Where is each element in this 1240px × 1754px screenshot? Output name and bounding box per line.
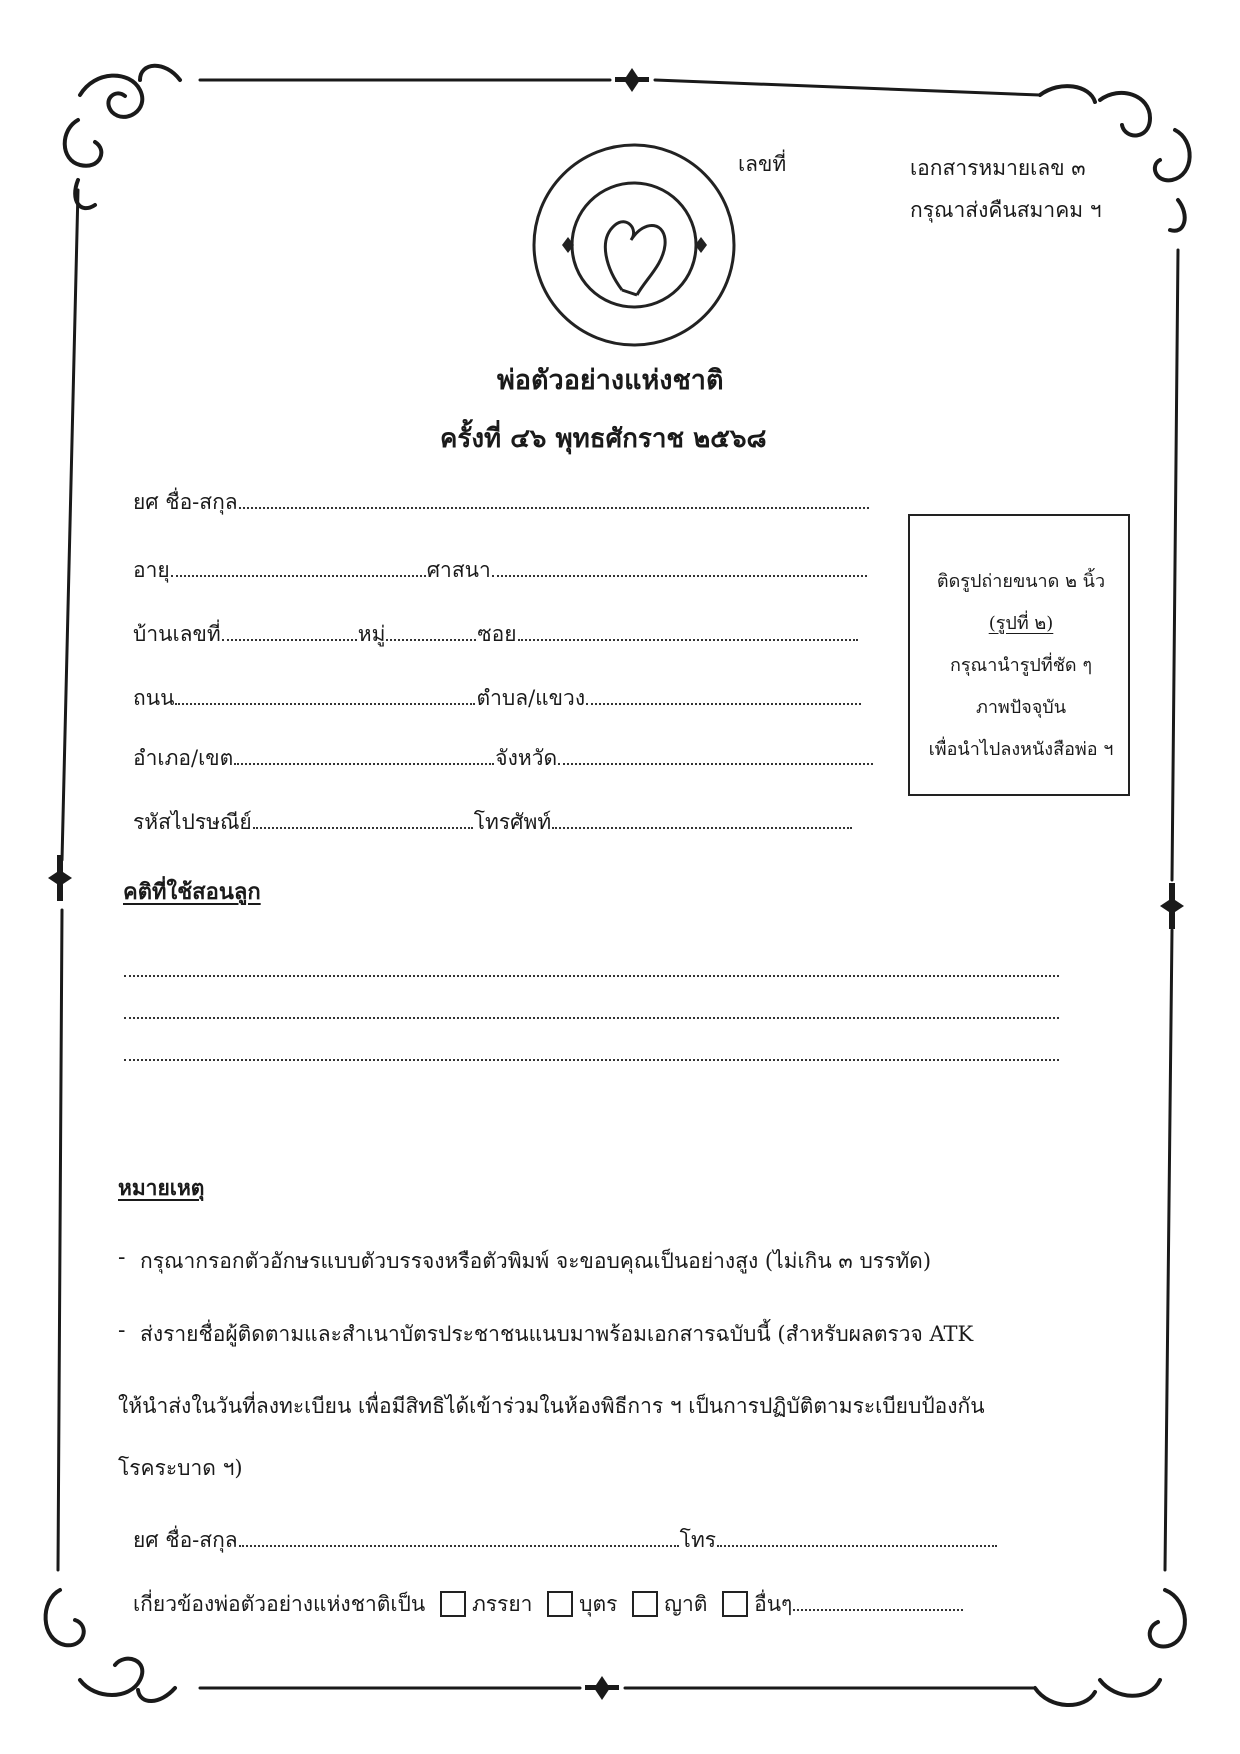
relation-label: เกี่ยวข้องพ่อตัวอย่างแห่งชาติเป็น	[133, 1592, 426, 1616]
house-number-field[interactable]	[222, 638, 357, 641]
photo-purpose-note: เพื่อนำไปลงหนังสือพ่อ ฯ	[928, 739, 1114, 760]
follower-name-label: ยศ ชื่อ-สกุล	[133, 1528, 238, 1552]
relative-option-label: ญาติ	[664, 1592, 708, 1616]
moo-field[interactable]	[386, 638, 476, 641]
number-label: เลขที่	[738, 152, 787, 176]
phone-field[interactable]	[552, 826, 852, 829]
follower-row	[133, 1524, 998, 1557]
form-row-name	[133, 486, 870, 519]
relative-checkbox[interactable]	[632, 1591, 658, 1617]
photo-placeholder-box	[908, 514, 1130, 796]
name-field[interactable]	[239, 506, 869, 509]
follower-phone-label: โทร	[679, 1528, 717, 1552]
notes-heading: หมายเหตุ	[118, 1175, 205, 1200]
age-field[interactable]	[171, 574, 426, 577]
document-number-label: เอกสารหมายเลข ๓	[910, 156, 1086, 180]
seal-text	[0, 0, 1, 1]
child-option-label: บุตร	[579, 1592, 618, 1616]
bullet-dash: -	[118, 1318, 126, 1343]
follower-phone-field[interactable]	[717, 1544, 997, 1547]
form-row-district	[133, 742, 874, 775]
page-title: พ่อตัวอย่างแห่งชาติ	[497, 365, 724, 396]
form-row-age	[133, 554, 868, 587]
subdistrict-label: ตำบล/แขวง	[476, 686, 586, 710]
road-field[interactable]	[175, 702, 475, 705]
district-label: อำเภอ/เขต	[133, 746, 234, 770]
note-item-2-line-1: ส่งรายชื่อผู้ติดตามและสำเนาบัตรประชาชนแนบมาพร้อมเอกสารฉบับนี้ (สำหรับผลตรวจ ATK	[140, 1322, 974, 1346]
photo-size-note: ติดรูปถ่ายขนาด ๒ นิ้ว	[936, 571, 1106, 592]
association-seal	[527, 140, 742, 350]
return-note: กรุณาส่งคืนสมาคม ฯ	[910, 198, 1102, 222]
note-item-2-line-3: โรคระบาด ฯ)	[118, 1456, 243, 1480]
note-item-1: กรุณากรอกตัวอักษรแบบตัวบรรจงหรือตัวพิมพ์ จะขอบคุณเป็นอย่างสูง (ไม่เกิน ๓ บรรทัด)	[140, 1249, 932, 1273]
province-label: จังหวัด	[495, 746, 558, 770]
follower-name-field[interactable]	[239, 1544, 679, 1547]
relation-row	[133, 1588, 964, 1621]
district-field[interactable]	[234, 762, 494, 765]
postcode-label: รหัสไปรษณีย์	[133, 810, 252, 834]
motto-line-1[interactable]	[123, 962, 1060, 981]
seal-icon	[527, 140, 742, 350]
house-number-label: บ้านเลขที่	[133, 622, 221, 646]
province-field[interactable]	[558, 762, 873, 765]
note-item-2-line-2: ให้นำส่งในวันที่ลงทะเบียน เพื่อมีสิทธิได้เข้าร่วมในห้องพิธีการ ฯ เป็นการปฏิบัติตามระเบียบป้องกัน	[118, 1394, 985, 1418]
religion-label: ศาสนา	[426, 558, 491, 582]
page-subtitle: ครั้งที่ ๔๖ พุทธศักราช ๒๕๖๘	[440, 424, 767, 454]
motto-line-3[interactable]	[123, 1046, 1060, 1065]
spouse-checkbox[interactable]	[440, 1591, 466, 1617]
soi-field[interactable]	[518, 638, 858, 641]
subdistrict-field[interactable]	[586, 702, 861, 705]
moo-label: หมู่	[357, 622, 386, 646]
bullet-dash: -	[118, 1245, 126, 1270]
other-option-label: อื่นๆ	[754, 1592, 793, 1616]
motto-line-2[interactable]	[123, 1004, 1060, 1023]
photo-clear-note: กรุณานำรูปที่ชัด ๆ	[949, 655, 1093, 676]
form-row-postcode	[133, 806, 853, 839]
photo-number-note: (รูปที่ ๒)	[988, 613, 1054, 634]
photo-current-note: ภาพปัจจุบัน	[975, 697, 1067, 718]
postcode-field[interactable]	[253, 826, 473, 829]
road-label: ถนน	[133, 686, 175, 710]
other-field[interactable]	[793, 1608, 963, 1611]
spouse-option-label: ภรรยา	[471, 1592, 533, 1616]
age-label: อายุ	[133, 558, 170, 582]
soi-label: ซอย	[477, 622, 517, 646]
other-checkbox[interactable]	[722, 1591, 748, 1617]
phone-label: โทรศัพท์	[473, 810, 552, 834]
child-checkbox[interactable]	[547, 1591, 573, 1617]
form-row-road	[133, 682, 862, 715]
form-row-address	[133, 618, 859, 651]
name-label: ยศ ชื่อ-สกุล	[133, 490, 238, 514]
religion-field[interactable]	[492, 574, 867, 577]
motto-heading: คติที่ใช้สอนลูก	[123, 879, 261, 905]
